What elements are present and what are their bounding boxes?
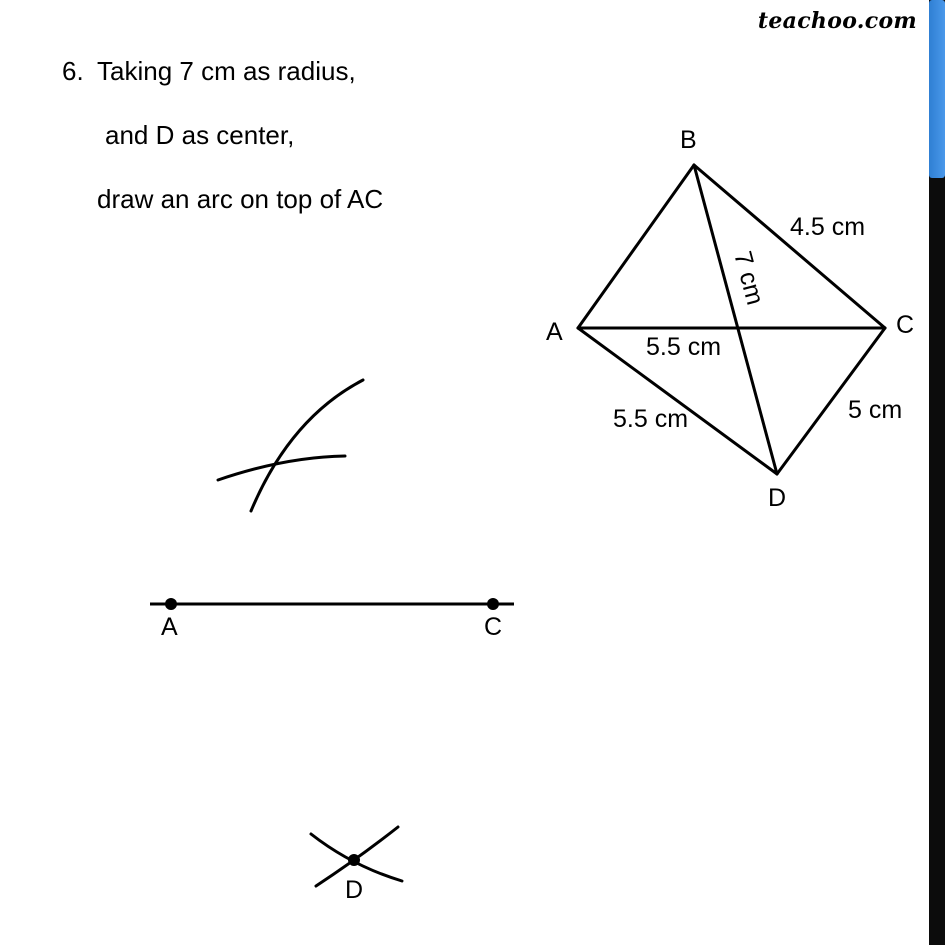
brand-logo: teachoo.com [757, 8, 917, 34]
vertex-label-a: A [546, 318, 563, 346]
step-number: 6. [62, 56, 84, 86]
point-c [487, 598, 499, 610]
length-label-bc: 4.5 cm [790, 213, 866, 241]
length-label-ad: 5.5 cm [613, 405, 689, 433]
point-label-a: A [161, 613, 178, 641]
step-line-3: draw an arc on top of AC [97, 184, 384, 214]
step-line-1: Taking 7 cm as radius, [97, 56, 356, 86]
scrollbar-thumb[interactable] [929, 0, 945, 178]
vertex-label-b: B [680, 126, 697, 154]
point-label-c: C [484, 613, 503, 641]
arc-from-d [251, 380, 363, 511]
length-label-cd: 5 cm [848, 396, 903, 424]
length-label-bd: 7 cm [728, 248, 770, 308]
point-d [348, 854, 360, 866]
point-label-d: D [345, 876, 364, 904]
arc-from-c [218, 456, 345, 480]
side-ab [578, 165, 694, 328]
vertex-label-d: D [768, 484, 787, 512]
point-a [165, 598, 177, 610]
construction-arcs [218, 380, 363, 511]
vertex-label-c: C [896, 311, 915, 339]
length-label-ac: 5.5 cm [646, 333, 722, 361]
side-bc [694, 165, 885, 328]
diagonal-bd [694, 165, 777, 474]
step-line-2: and D as center, [105, 120, 295, 150]
